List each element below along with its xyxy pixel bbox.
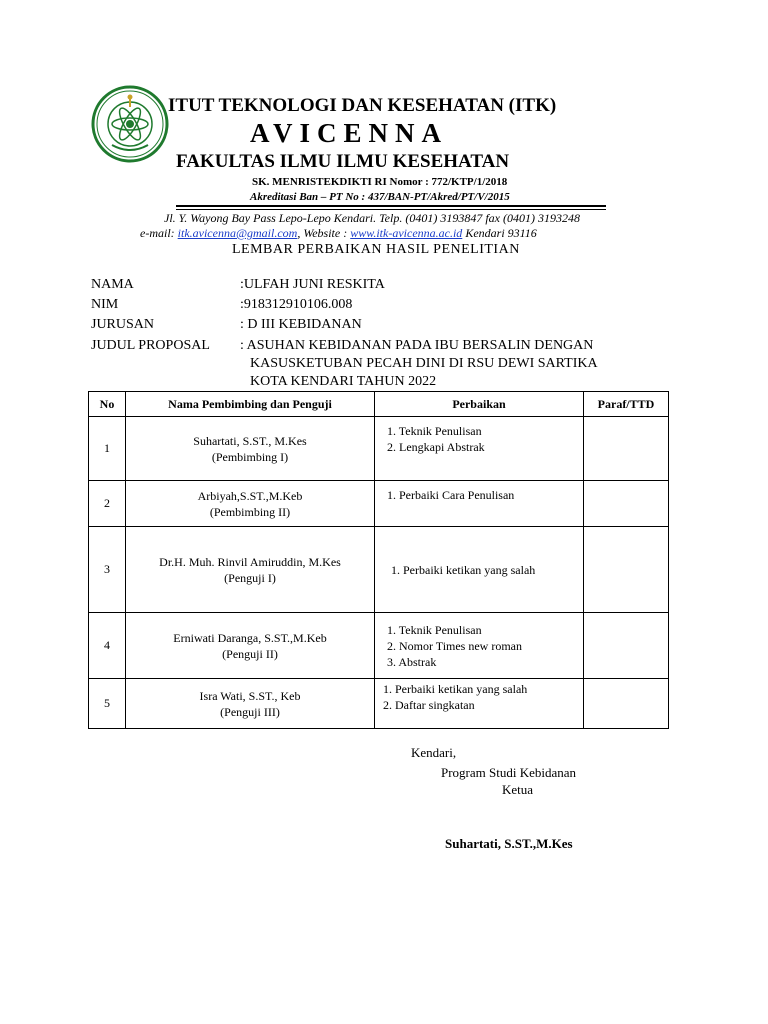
table-row <box>89 417 669 481</box>
signature-program: Program Studi Kebidanan <box>441 765 577 780</box>
row-no: 4 <box>89 613 126 679</box>
revision-table <box>88 391 669 729</box>
row-name-cell <box>126 613 375 679</box>
website-prefix: , Website : <box>297 226 351 240</box>
revision-item: 1. Perbaiki ketikan yang salah <box>383 682 528 696</box>
table-row <box>89 481 669 527</box>
row-signature-cell <box>584 679 669 729</box>
nim-label: NIM <box>91 297 119 312</box>
name-value: :ULFAH JUNI RESKITA <box>240 277 385 292</box>
row-no: 3 <box>89 527 126 613</box>
row-revisions <box>375 613 584 679</box>
header-paraf: Paraf/TTD <box>584 392 669 417</box>
examiner-role: (Penguji I) <box>224 570 276 585</box>
revision-item: 1. Teknik Penulisan <box>387 424 482 438</box>
revision-item: 2. Daftar singkatan <box>383 698 475 712</box>
header-perbaikan: Perbaikan <box>375 392 584 417</box>
row-no: 5 <box>89 679 126 729</box>
nim-value: :918312910106.008 <box>240 297 353 312</box>
table-row <box>89 527 669 613</box>
email-link[interactable]: itk.avicenna@gmail.com <box>177 226 298 240</box>
examiner-role: (Penguji II) <box>222 646 278 661</box>
document-title: LEMBAR PERBAIKAN HASIL PENELITIAN <box>232 242 520 257</box>
header-name: Nama Pembimbing dan Penguji <box>126 392 375 417</box>
row-revisions <box>375 527 584 613</box>
row-revisions <box>375 679 584 729</box>
judul-label: JUDUL PROPOSAL <box>91 338 210 353</box>
city-zip: Kendari 93116 <box>462 226 537 240</box>
signer-name: Suhartati, S.ST.,M.Kes <box>445 836 573 851</box>
row-name-cell <box>126 417 375 481</box>
header-divider-thin <box>176 209 606 210</box>
institution-name: ITUT TEKNOLOGI DAN KESEHATAN (ITK) <box>168 95 557 116</box>
examiner-name: Suhartati, S.ST., M.Kes <box>193 433 307 448</box>
revision-item: 1. Perbaiki ketikan yang salah <box>391 562 536 577</box>
examiner-name: Dr.H. Muh. Rinvil Amiruddin, M.Kes <box>159 554 341 569</box>
sk-number: SK. MENRISTEKDIKTI RI Nomor : 772/KTP/1/2018 <box>252 176 508 188</box>
institution-brand: AVICENNA <box>250 118 449 148</box>
row-signature-cell <box>584 527 669 613</box>
row-name-cell <box>126 527 375 613</box>
jurusan-label: JURUSAN <box>91 317 155 332</box>
signature-place: Kendari, <box>411 745 457 760</box>
judul-line-1: : ASUHAN KEBIDANAN PADA IBU BERSALIN DENGAN <box>240 338 594 353</box>
jurusan-value: : D III KEBIDANAN <box>240 317 362 332</box>
examiner-role: (Pembimbing I) <box>211 449 289 464</box>
judul-line-3: KOTA KENDARI TAHUN 2022 <box>250 374 437 389</box>
row-name-cell <box>126 481 375 527</box>
row-no: 2 <box>89 481 126 527</box>
row-signature-cell <box>584 481 669 527</box>
revision-item: 3. Abstrak <box>387 654 437 669</box>
row-no: 1 <box>89 417 126 481</box>
table-row <box>89 613 669 679</box>
row-name-cell <box>126 679 375 729</box>
email-prefix: e-mail: <box>140 226 178 240</box>
examiner-role: (Pembimbing II) <box>209 504 291 519</box>
revision-item: 2. Nomor Times new roman <box>387 638 522 653</box>
contact-line <box>140 226 537 241</box>
header-divider <box>176 205 606 207</box>
examiner-name: Isra Wati, S.ST., Keb <box>199 688 301 703</box>
revision-item: 1. Perbaiki Cara Penulisan <box>387 488 515 502</box>
examiner-name: Erniwati Daranga, S.ST.,M.Keb <box>173 630 327 645</box>
faculty-name: FAKULTAS ILMU ILMU KESEHATAN <box>176 151 510 172</box>
row-revisions <box>375 417 584 481</box>
website-link[interactable]: www.itk-avicenna.ac.id <box>350 226 463 240</box>
table-header-row <box>89 392 669 417</box>
accreditation: Akreditasi Ban – PT No : 437/BAN-PT/Akred/PT/V/2015 <box>250 191 510 203</box>
signature-position: Ketua <box>502 782 534 797</box>
table-row <box>89 679 669 729</box>
name-label: NAMA <box>91 277 134 292</box>
revision-item: 2. Lengkapi Abstrak <box>387 440 485 454</box>
institution-logo <box>90 85 170 163</box>
examiner-role: (Penguji III) <box>220 704 280 719</box>
judul-line-2: KASUSKETUBAN PECAH DINI DI RSU DEWI SARTIKA <box>250 356 598 371</box>
row-signature-cell <box>584 417 669 481</box>
examiner-name: Arbiyah,S.ST.,M.Keb <box>197 488 303 503</box>
row-revisions <box>375 481 584 527</box>
row-signature-cell <box>584 613 669 679</box>
revision-item: 1. Teknik Penulisan <box>387 622 482 637</box>
header-no: No <box>89 392 126 417</box>
address: Jl. Y. Wayong Bay Pass Lepo-Lepo Kendari. Telp. (0401) 3193847 fax (0401) 3193248 <box>164 211 580 225</box>
